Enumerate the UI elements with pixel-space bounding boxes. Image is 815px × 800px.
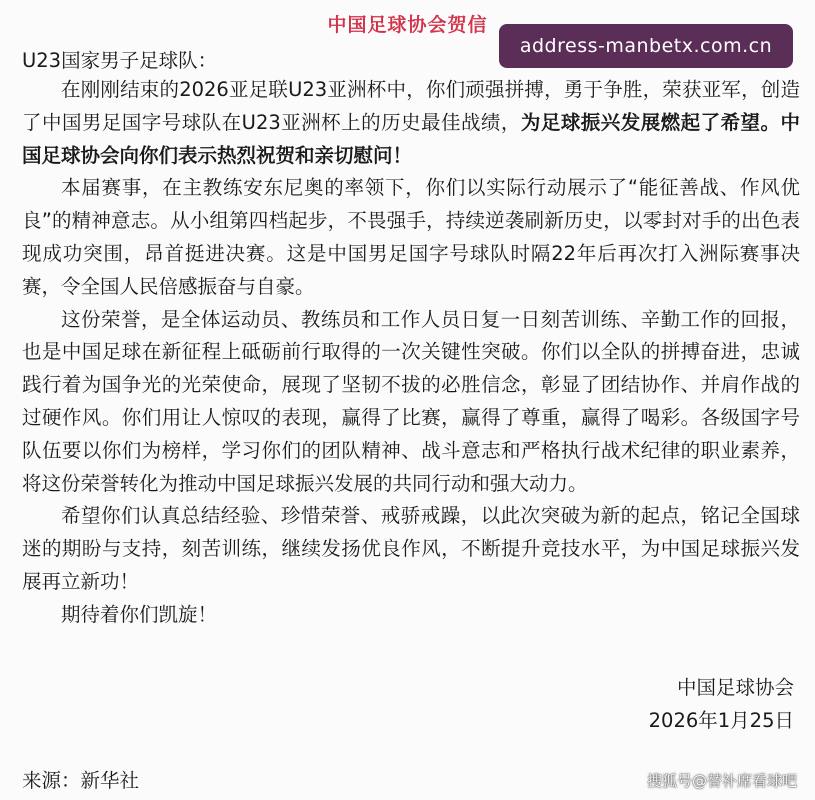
paragraph-1 [22, 74, 800, 172]
signature-date: 2026年1月25日 [648, 709, 794, 732]
paragraph-3: 这份荣誉，是全体运动员、教练员和工作人员日复一日刻苦训练、辛勤工作的回报，也是中国足球在新征程上砥砺前行取得的一次关键性突破。你们以全队的拼搏奋进，忠诚践行着为国争光的光荣使命，展现了坚韧不拔的必胜信念，彰显了团结协作、并肩作战的过硬作风。你们用让人惊叹的表现，赢得了比赛，赢得了尊重，赢得了喝彩。各级国字号队伍要以你们为榜样，学习你们的团队精神、战斗意志和严格执行战术纪律的职业素养，将这份荣誉转化为推动中国足球振兴发展的共同行动和强大动力。 [22, 307, 800, 495]
watermark-banner: address-manbetx.com.cn [499, 24, 793, 68]
paragraph-2: 本届赛事，在主教练安东尼奥的率领下，你们以实际行动展示了“能征善战、作风优良”的精神意志。从小组第四档起步，不畏强手，持续逆袭刷新历史，以零封对手的出色表现成功突围，昂首挺进决赛。这是中国男足国字号球队时隔22年后再次打入洲际赛事决赛，令全国人民倍感振奋与自豪。 [22, 176, 800, 298]
salutation: U23国家男子足球队： [22, 49, 218, 72]
credit-watermark: 搜狐号@替补席看球吧 [646, 772, 797, 790]
paragraph-1-text: 在刚刚结束的2026亚足联U23亚洲杯中，你们顽强拼搏，勇于争胜，荣获亚军，创造了中国男足国字号球队在U23亚洲杯上的历史最佳战绩， [22, 78, 800, 134]
source-line: 来源：新华社 [22, 769, 140, 792]
letter-body [22, 74, 800, 632]
signature-org: 中国足球协会 [676, 676, 794, 699]
letter-title: 中国足球协会贺信 [327, 14, 488, 36]
paragraph-4: 希望你们认真总结经验、珍惜荣誉、戒骄戒躁，以此次突破为新的起点，铭记全国球迷的期盼与支持，刻苦训练，继续发扬优良作风，不断提升竞技水平，为中国足球振兴发展再立新功！ [22, 504, 800, 593]
paragraph-5: 期待着你们凯旋！ [61, 602, 218, 626]
paragraph-1-bold-text: 为足球振兴发展燃起了希望。中国足球协会向你们表示热烈祝贺和亲切慰问！ [22, 110, 800, 167]
